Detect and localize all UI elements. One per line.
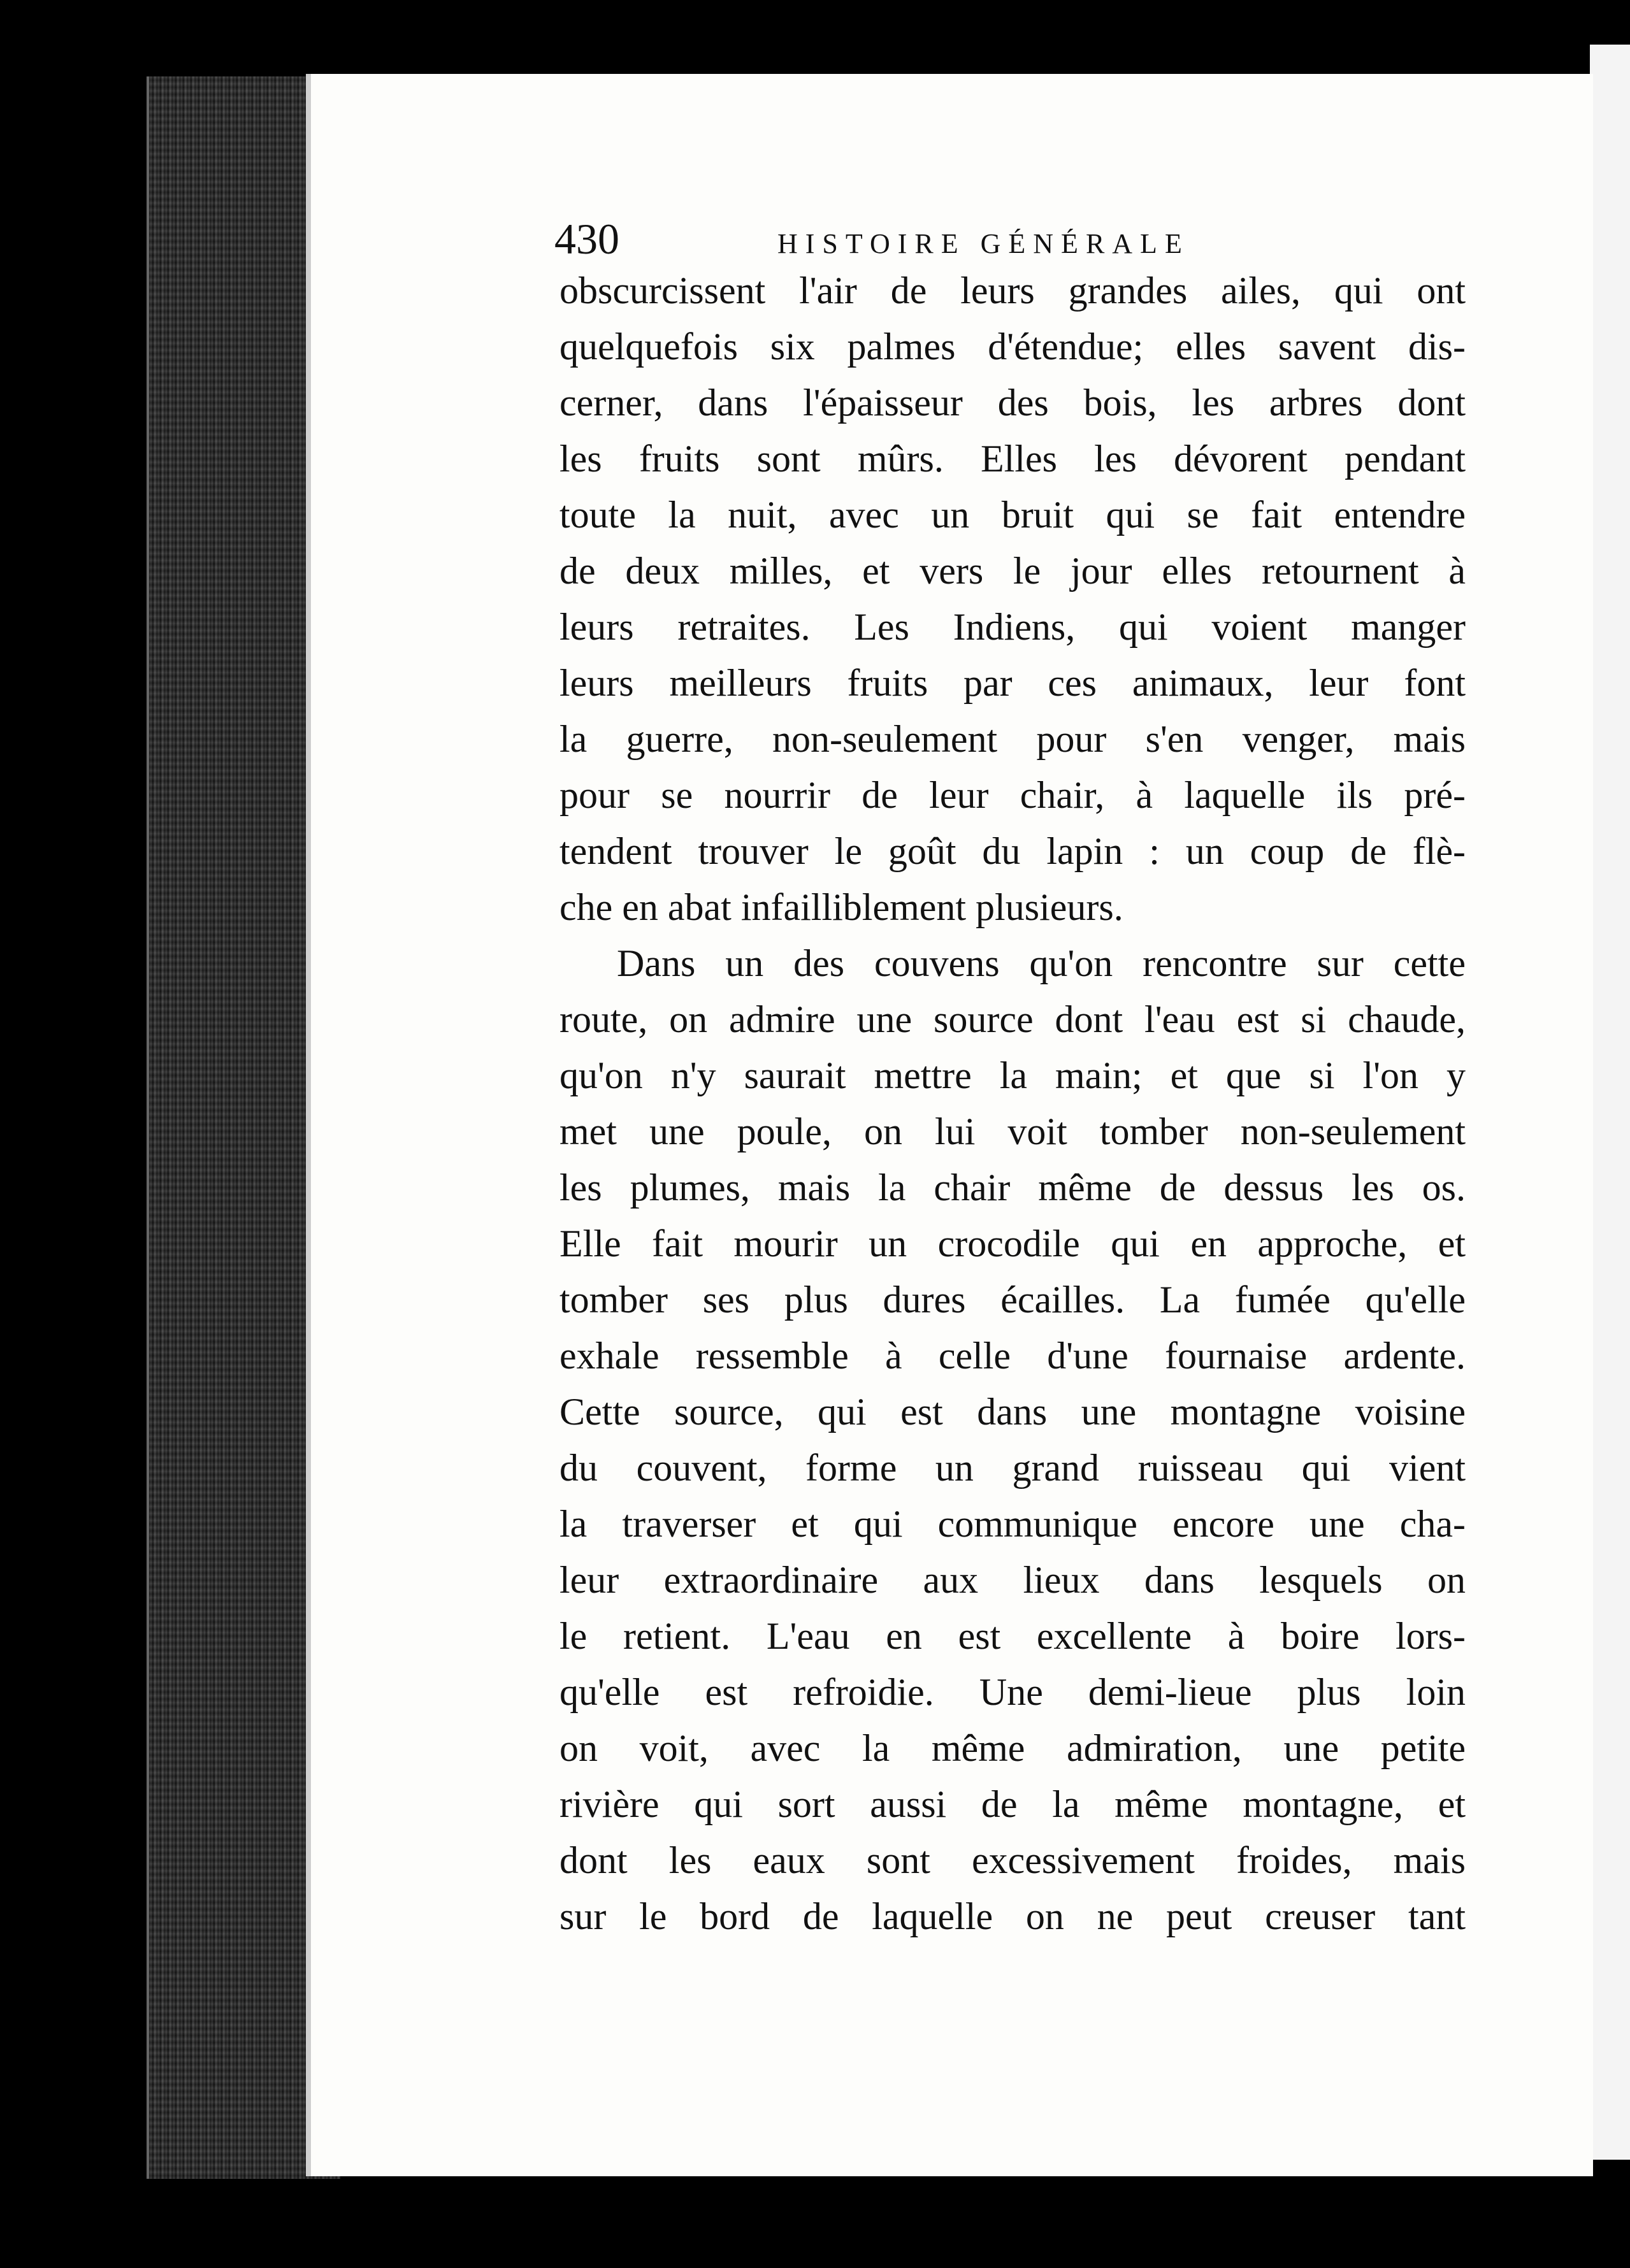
text-line: les plumes, mais la chair même de dessus les os.	[559, 1166, 1466, 1209]
text-line: pour se nourrir de leur chair, à laquelle ils pré-	[559, 774, 1466, 816]
text-line: exhale ressemble à celle d'une fournaise ardente.	[559, 1335, 1466, 1377]
text-line: la traverser et qui communique encore une cha-	[559, 1503, 1466, 1545]
text-line: leurs meilleurs fruits par ces animaux, leur font	[559, 662, 1466, 704]
text-line: quelquefois six palmes d'étendue; elles savent dis-	[559, 326, 1466, 368]
text-line: tomber ses plus dures écailles. La fumée qu'elle	[559, 1279, 1466, 1321]
text-line: qu'elle est refroidie. Une demi-lieue plus loin	[559, 1671, 1466, 1713]
text-line: toute la nuit, avec un bruit qui se fait entendre	[559, 494, 1466, 536]
text-line: obscurcissent l'air de leurs grandes ailes, qui ont	[559, 269, 1466, 312]
text-line: rivière qui sort aussi de la même montagne, et	[559, 1783, 1466, 1825]
text-line: de deux milles, et vers le jour elles retournent à	[559, 550, 1466, 592]
text-line: leurs retraites. Les Indiens, qui voient manger	[559, 606, 1466, 648]
text-line: che en abat infailliblement plusieurs.	[559, 886, 1123, 928]
text-line: sur le bord de laquelle on ne peut creuser tant	[559, 1895, 1466, 1937]
page-number: 430	[554, 215, 619, 263]
running-title: HISTOIRE GÉNÉRALE	[777, 228, 1190, 259]
text-line: on voit, avec la même admiration, une petite	[559, 1727, 1466, 1769]
text-line: la guerre, non-seulement pour s'en venger, mais	[559, 718, 1466, 760]
text-line: route, on admire une source dont l'eau est si chaude,	[559, 998, 1466, 1040]
text-line: Cette source, qui est dans une montagne voisine	[559, 1391, 1466, 1433]
body-text	[559, 262, 1466, 1944]
text-line: cerner, dans l'épaisseur des bois, les arbres dont	[559, 382, 1466, 424]
text-line: du couvent, forme un grand ruisseau qui vient	[559, 1447, 1466, 1489]
text-line: leur extraordinaire aux lieux dans lesquels on	[559, 1559, 1466, 1601]
text-line: Elle fait mourir un crocodile qui en approche, et	[559, 1223, 1466, 1265]
text-line: les fruits sont mûrs. Elles les dévorent pendant	[559, 438, 1466, 480]
text-line: met une poule, on lui voit tomber non-seulement	[559, 1110, 1466, 1152]
text-line: qu'on n'y saurait mettre la main; et que si l'on y	[559, 1054, 1466, 1096]
text-line: dont les eaux sont excessivement froides, mais	[559, 1839, 1466, 1881]
text-line: tendent trouver le goût du lapin : un coup de flè-	[559, 830, 1466, 872]
text-line: Dans un des couvens qu'on rencontre sur cette	[617, 942, 1466, 984]
text-line: le retient. L'eau en est excellente à boire lors-	[559, 1615, 1466, 1657]
next-page-edge	[1590, 45, 1630, 2160]
